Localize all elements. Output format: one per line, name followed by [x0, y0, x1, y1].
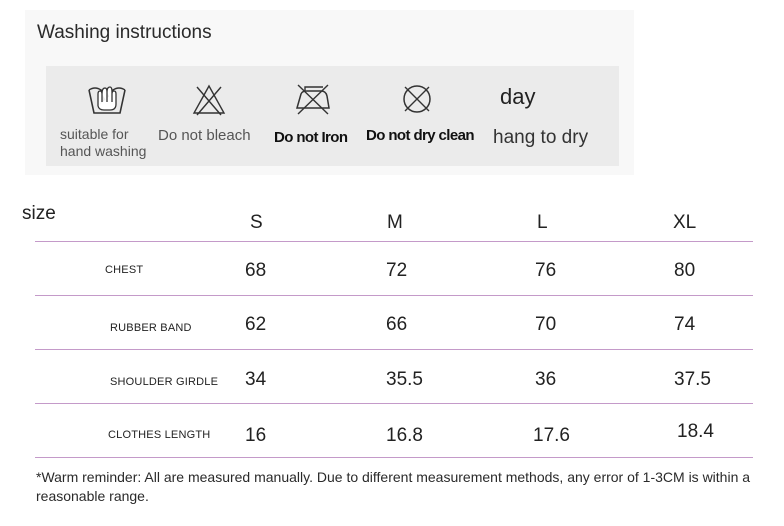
table-cell: 16.8 [386, 425, 423, 446]
table-cell: 16 [245, 425, 267, 446]
row-label-clothes-length: CLOTHES LENGTH [108, 429, 211, 441]
table-cell: 70 [535, 314, 557, 335]
no-iron-label: Do not Iron [274, 129, 348, 146]
no-dry-clean-icon [400, 82, 434, 116]
table-cell: 17.6 [533, 425, 570, 446]
table-cell: 37.5 [674, 369, 711, 390]
care-item-no-bleach [156, 66, 266, 166]
hand-wash-label-line1: suitable for [60, 126, 129, 142]
table-cell: 36 [535, 369, 557, 390]
row-label-rubber-band: RUBBER BAND [110, 322, 192, 334]
table-cell: 72 [386, 260, 408, 281]
col-header-s: S [250, 212, 263, 233]
no-bleach-label: Do not bleach [158, 127, 251, 144]
table-cell: 66 [386, 314, 408, 335]
day-text: day [500, 84, 536, 109]
hang-dry-label: hang to dry [493, 127, 589, 148]
row-divider [35, 457, 753, 458]
row-divider [35, 241, 753, 242]
hand-wash-icon [86, 80, 128, 116]
no-bleach-icon [192, 84, 226, 116]
care-item-no-dry-clean [366, 66, 491, 166]
table-cell: 80 [674, 260, 696, 281]
row-divider [35, 403, 753, 404]
col-header-l: L [537, 212, 548, 233]
washing-instructions-panel [25, 10, 634, 175]
hand-wash-label-line2: hand washing [60, 143, 147, 159]
row-divider [35, 349, 753, 350]
table-cell: 35.5 [386, 369, 423, 390]
no-iron-icon [293, 82, 333, 116]
table-cell: 34 [245, 369, 267, 390]
measurement-note: *Warm reminder: All are measured manually. Due to different measurement methods, any error of 1-3CM is within a reasonable range. [36, 469, 751, 504]
table-cell: 62 [245, 314, 267, 335]
row-label-chest: CHEST [105, 264, 144, 276]
col-header-xl: XL [673, 212, 697, 233]
table-cell: 76 [535, 260, 557, 281]
care-symbols-box [46, 66, 619, 166]
table-cell: 18.4 [677, 421, 714, 442]
table-cell: 68 [245, 260, 267, 281]
care-item-no-iron [271, 66, 366, 166]
size-table-title: size [22, 203, 56, 224]
washing-title: Washing instructions [37, 22, 212, 43]
row-label-shoulder-girdle: SHOULDER GIRDLE [110, 376, 219, 388]
no-dry-clean-label: Do not dry clean [366, 127, 474, 144]
col-header-m: M [387, 212, 403, 233]
care-item-hang-dry [491, 66, 619, 166]
row-divider [35, 295, 753, 296]
care-item-hand-wash [46, 66, 156, 166]
table-cell: 74 [674, 314, 696, 335]
